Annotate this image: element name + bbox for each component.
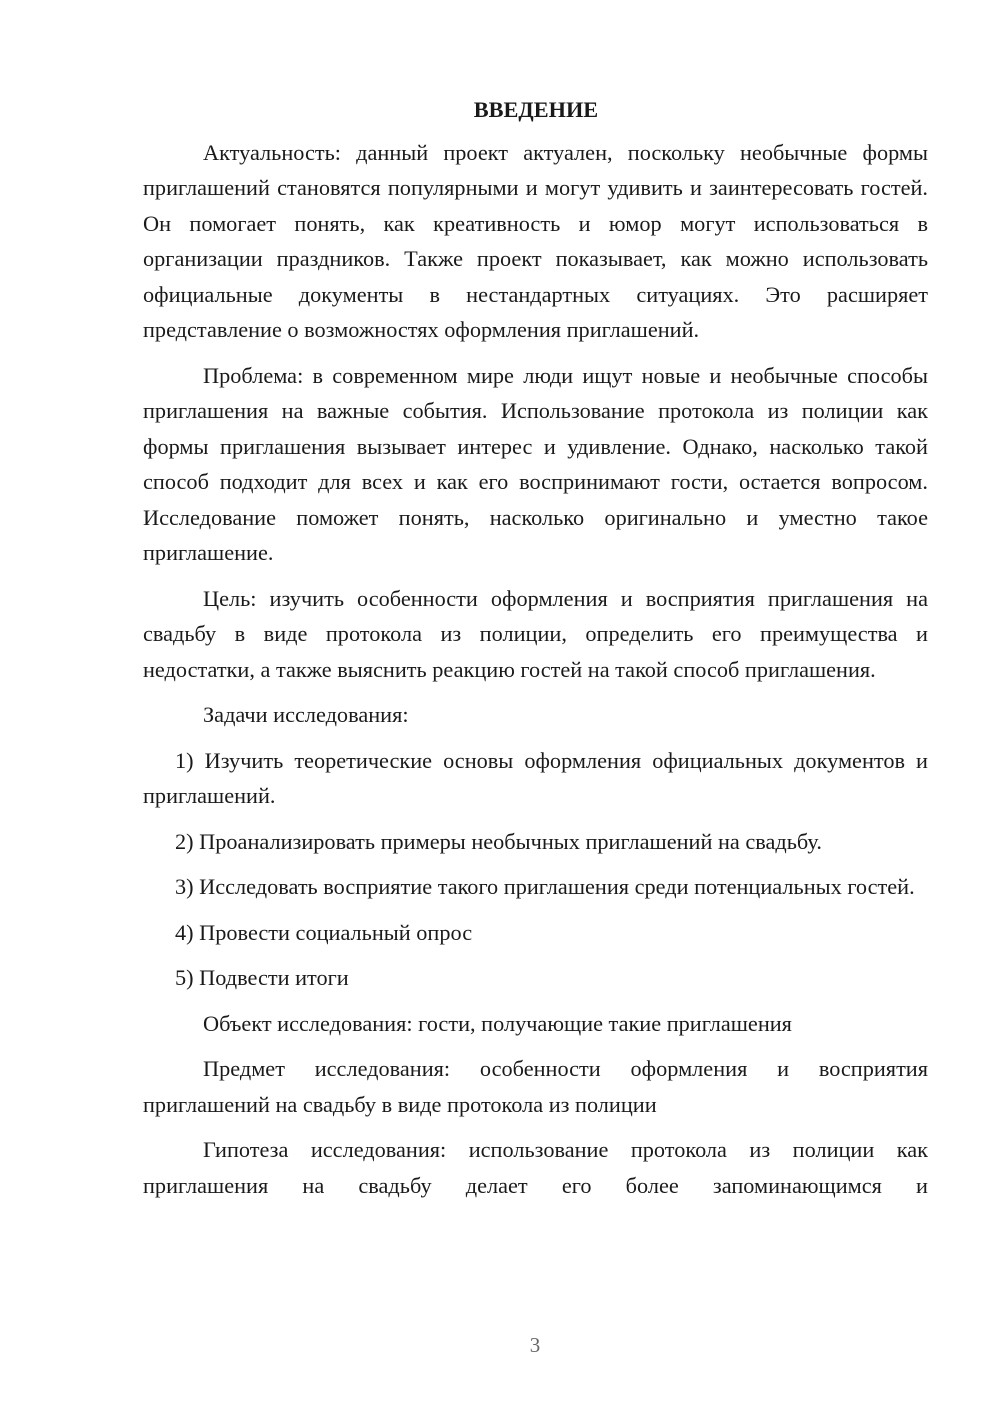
object-paragraph: Объект исследования: гости, получающие такие приглашения — [203, 1010, 792, 1036]
problem-paragraph: Проблема: в современном мире люди ищут новые и необычные способы приглашения на важные события. Использование протокола из полиции как формы приглашения вызывает интерес и удивление. Однако, насколько такой способ подходит для всех и как его воспринимают гости, остается вопросом. Исследование поможет понять, насколько оригинально и уместно такое приглашение. — [143, 362, 928, 565]
task-item: 1) Изучить теоретические основы оформления официальных документов и приглашений. — [143, 747, 928, 808]
hypothesis-paragraph: Гипотеза исследования: использование протокола из полиции как приглашения на свадьбу делает его более запоминающимся и — [143, 1137, 928, 1198]
goal-paragraph: Цель: изучить особенности оформления и восприятия приглашения на свадьбу в виде протокола из полиции, определить его преимущества и недостатки, а также выяснить реакцию гостей на такой способ приглашения. — [143, 585, 928, 682]
section-heading: ВВЕДЕНИЕ — [473, 97, 599, 122]
document-body — [143, 92, 928, 1213]
relevance-paragraph: Актуальность: данный проект актуален, поскольку необычные формы приглашений становятся популярными и могут удивить и заинтересовать гостей. Он помогает понять, как креативность и юмор могут использоваться в организации праздников. Также проект показывает, как можно использовать официальные документы в нестандартных ситуациях. Это расширяет представление о возможностях оформления приглашений. — [143, 139, 928, 342]
tasks-title: Задачи исследования: — [203, 702, 409, 727]
page-number: 3 — [529, 1333, 541, 1357]
task-item: 4) Провести социальный опрос — [175, 919, 473, 945]
task-item: 5) Подвести итоги — [175, 965, 349, 990]
task-item: 3) Исследовать восприятие такого приглашения среди потенциальных гостей. — [175, 874, 915, 899]
subject-paragraph: Предмет исследования: особенности оформления и восприятия приглашений на свадьбу в виде протокола из полиции — [143, 1056, 928, 1117]
task-item: 2) Проанализировать примеры необычных приглашений на свадьбу. — [175, 828, 822, 854]
